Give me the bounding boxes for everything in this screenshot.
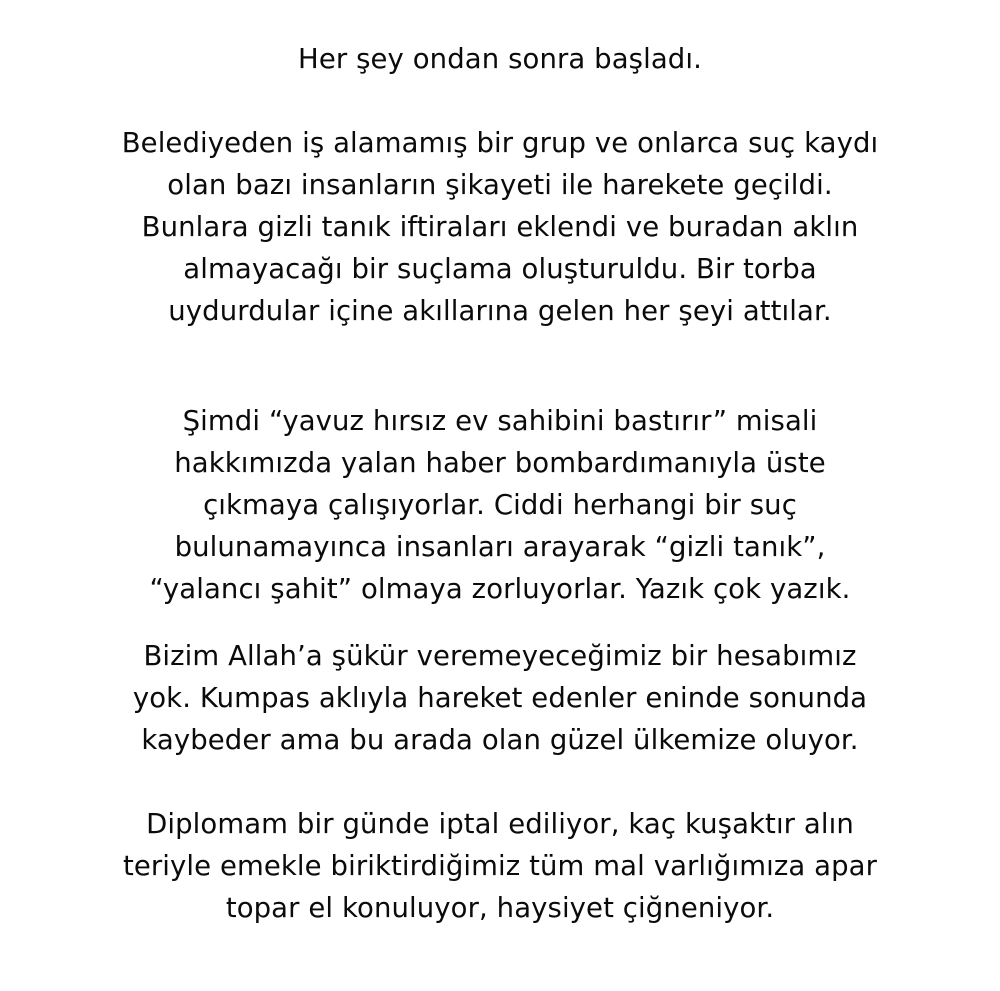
paragraph-line: Her şey ondan sonra başladı. <box>298 43 702 75</box>
paragraph-line: “yalancı şahit” olmaya zorluyorlar. Yazık çok yazık. <box>149 573 851 605</box>
paragraph-line: almayacağı bir suçlama oluşturuldu. Bir torba <box>183 253 817 285</box>
paragraph-5 <box>40 803 960 929</box>
paragraph-line: Bunlara gizli tanık iftiraları eklendi ve buradan aklın <box>141 211 859 243</box>
paragraph-line: çıkmaya çalışıyorlar. Ciddi herhangi bir suç <box>203 489 797 521</box>
paragraph-3 <box>40 400 960 610</box>
paragraph-line: olan bazı insanların şikayeti ile harekete geçildi. <box>167 169 833 201</box>
paragraph-line: Belediyeden iş alamamış bir grup ve onlarca suç kaydı <box>121 127 879 159</box>
paragraph-line: uydurdular içine akıllarına gelen her şeyi attılar. <box>168 295 832 327</box>
paragraph-line: topar el konuluyor, haysiyet çiğneniyor. <box>225 892 775 924</box>
paragraph-2 <box>40 122 960 332</box>
paragraph-line: yok. Kumpas aklıyla hareket edenler eninde sonunda <box>132 682 868 714</box>
paragraph-1 <box>40 38 960 80</box>
paragraph-line: Diplomam bir günde iptal ediliyor, kaç kuşaktır alın <box>146 808 854 840</box>
paragraph-4 <box>40 635 960 761</box>
paragraph-line: Şimdi “yavuz hırsız ev sahibini bastırır” misali <box>182 405 818 437</box>
paragraph-line: hakkımızda yalan haber bombardımanıyla üste <box>174 447 826 479</box>
paragraph-line: teriyle emekle biriktirdiğimiz tüm mal varlığımıza apar <box>122 850 878 882</box>
paragraph-line: kaybeder ama bu arada olan güzel ülkemize oluyor. <box>141 724 859 756</box>
paragraph-line: Bizim Allah’a şükür veremeyeceğimiz bir hesabımız <box>143 640 857 672</box>
paragraph-line: bulunamayınca insanları arayarak “gizli tanık”, <box>174 531 826 563</box>
